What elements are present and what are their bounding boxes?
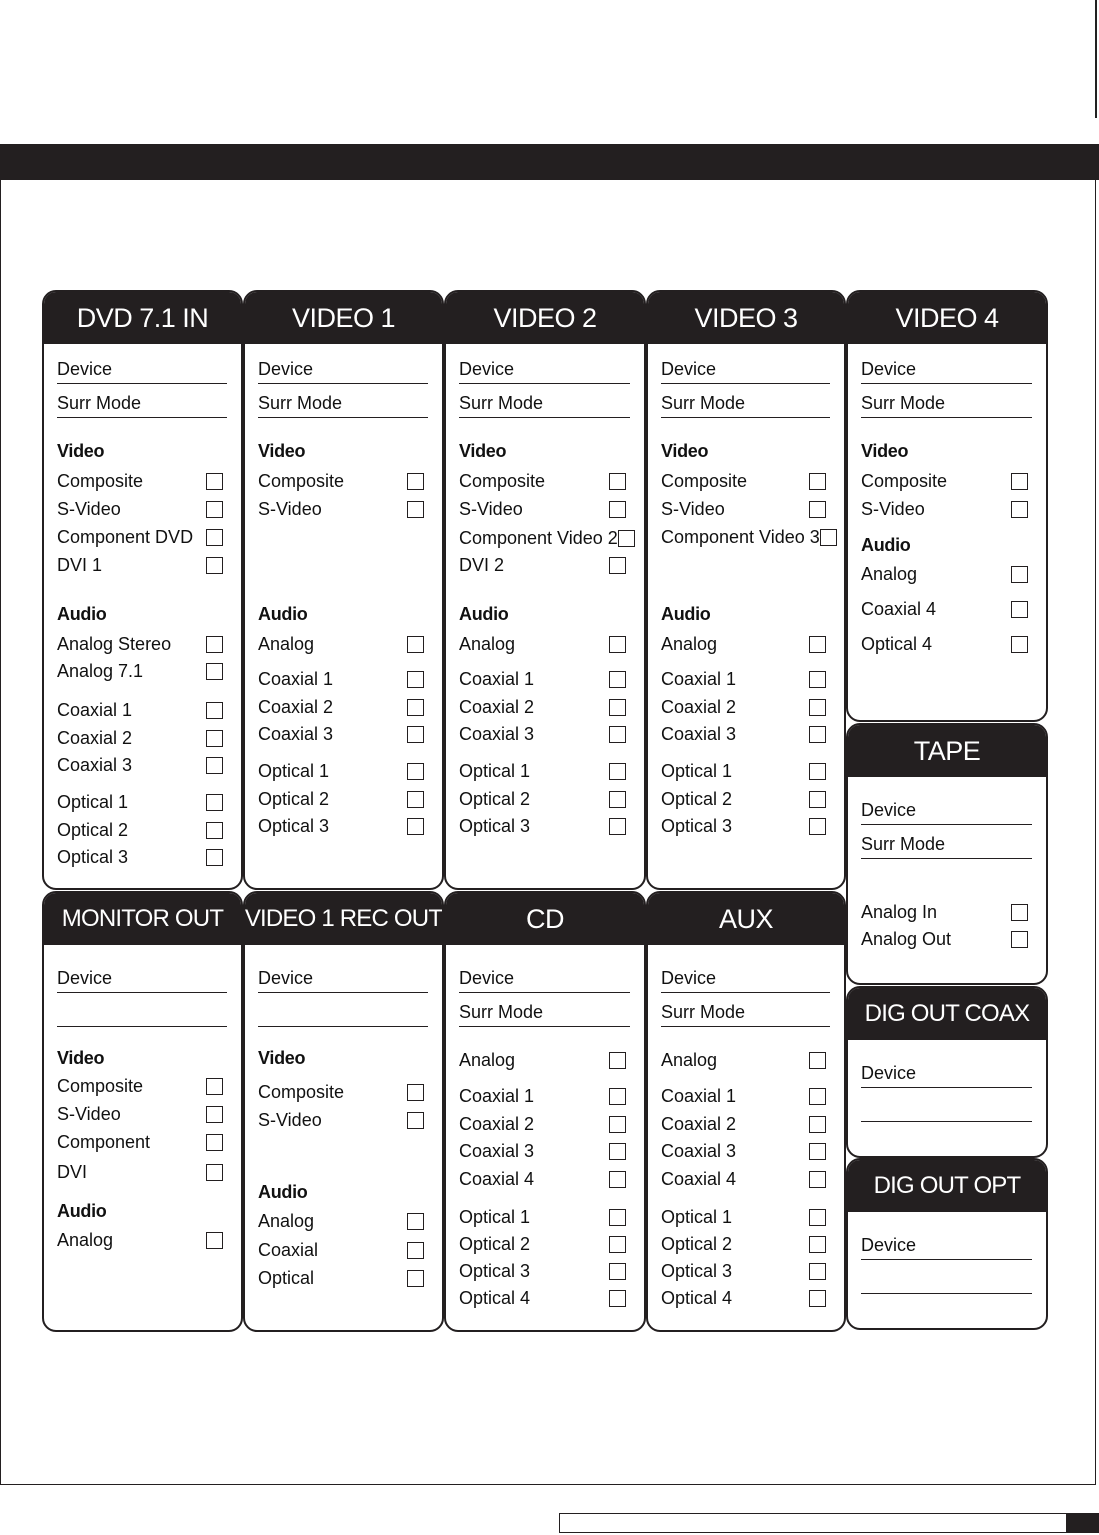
input-row [57, 633, 223, 655]
input-label: Coaxial [258, 1239, 319, 1260]
input-row [661, 788, 826, 810]
checkbox[interactable] [206, 1106, 223, 1123]
input-row [661, 1085, 826, 1107]
input-label: Coaxial 2 [459, 696, 535, 717]
input-row [861, 598, 1028, 620]
video-heading: Video [57, 1048, 105, 1068]
checkbox[interactable] [809, 763, 826, 780]
checkbox[interactable] [820, 529, 837, 546]
surr-mode-field[interactable]: Surr Mode [57, 392, 227, 418]
checkbox[interactable] [407, 726, 424, 743]
checkbox[interactable] [809, 818, 826, 835]
input-row [258, 723, 424, 745]
input-label: Optical 4 [661, 1287, 733, 1308]
checkbox[interactable] [809, 1236, 826, 1253]
checkbox[interactable] [609, 1143, 626, 1160]
checkbox[interactable] [809, 1052, 826, 1069]
checkbox[interactable] [609, 473, 626, 490]
card-title: TAPE [848, 725, 1046, 777]
input-label: Optical 2 [57, 819, 129, 840]
input-label: Optical 1 [258, 760, 330, 781]
input-label: Optical 1 [661, 1206, 733, 1227]
blank-field[interactable] [861, 1268, 1032, 1294]
device-field[interactable]: Device [258, 967, 428, 993]
input-row [258, 1081, 424, 1103]
checkbox[interactable] [609, 501, 626, 518]
input-label: Coaxial 3 [661, 1140, 737, 1161]
input-label: DVI 1 [57, 554, 103, 575]
checkbox[interactable] [609, 1088, 626, 1105]
input-label: Analog In [861, 901, 938, 922]
device-field[interactable]: Device [57, 358, 227, 384]
input-row [661, 526, 826, 548]
input-label: S-Video [258, 1109, 322, 1130]
checkbox[interactable] [407, 763, 424, 780]
card-title: VIDEO 2 [446, 292, 644, 344]
input-row [57, 791, 223, 813]
card-title: VIDEO 1 [245, 292, 442, 344]
input-label: Optical 3 [57, 846, 129, 867]
surr-mode-field[interactable]: Surr Mode [661, 392, 830, 418]
card-tape [846, 723, 1048, 985]
audio-heading: Audio [459, 604, 509, 624]
checkbox[interactable] [809, 636, 826, 653]
checkbox[interactable] [809, 1143, 826, 1160]
input-label: Optical [258, 1267, 315, 1288]
checkbox[interactable] [809, 791, 826, 808]
input-label: Analog [57, 1229, 114, 1250]
checkbox[interactable] [206, 1164, 223, 1181]
input-row [661, 723, 826, 745]
input-label: Analog [661, 1049, 718, 1070]
checkbox[interactable] [809, 1088, 826, 1105]
input-row [661, 470, 826, 492]
input-label: Coaxial 2 [661, 1113, 737, 1134]
input-row [57, 1229, 223, 1251]
input-label: Component Video 3 [661, 526, 820, 547]
input-row [459, 527, 626, 549]
input-label: S-Video [57, 498, 121, 519]
input-row [661, 1168, 826, 1190]
checkbox[interactable] [609, 1052, 626, 1069]
input-row [258, 815, 424, 837]
input-row [861, 470, 1028, 492]
input-row [57, 699, 223, 721]
checkbox[interactable] [609, 791, 626, 808]
checkbox[interactable] [609, 1290, 626, 1307]
input-label: Optical 2 [258, 788, 330, 809]
input-row [57, 727, 223, 749]
card-title: VIDEO 1 REC OUT [245, 893, 442, 945]
checkbox[interactable] [609, 671, 626, 688]
checkbox[interactable] [206, 757, 223, 774]
input-row [258, 633, 424, 655]
input-row [459, 554, 626, 576]
input-label: Composite [661, 470, 748, 491]
checkbox[interactable] [609, 1209, 626, 1226]
audio-heading: Audio [57, 1201, 107, 1221]
checkbox[interactable] [1011, 501, 1028, 518]
input-row [258, 760, 424, 782]
input-label: Coaxial 3 [661, 723, 737, 744]
input-row [57, 819, 223, 841]
checkbox[interactable] [206, 529, 223, 546]
device-field[interactable]: Device [57, 967, 227, 993]
checkbox[interactable] [206, 1134, 223, 1151]
input-label: Analog [459, 633, 516, 654]
input-row [57, 1075, 223, 1097]
input-row [661, 1113, 826, 1135]
input-label: Coaxial 1 [661, 668, 737, 689]
input-label: Optical 2 [661, 788, 733, 809]
input-label: Coaxial 1 [459, 1085, 535, 1106]
surr-mode-field[interactable]: Surr Mode [258, 392, 428, 418]
checkbox[interactable] [206, 663, 223, 680]
input-row [258, 788, 424, 810]
checkbox[interactable] [809, 1209, 826, 1226]
surr-mode-field[interactable]: Surr Mode [459, 1001, 630, 1027]
checkbox[interactable] [206, 794, 223, 811]
card-video-4 [846, 290, 1048, 722]
checkbox[interactable] [206, 1232, 223, 1249]
input-row [661, 1206, 826, 1228]
input-row [258, 1267, 424, 1289]
input-label: Optical 3 [661, 1260, 733, 1281]
input-label: Optical 4 [459, 1287, 531, 1308]
card-title: AUX [648, 893, 844, 945]
input-label: DVI 2 [459, 554, 505, 575]
checkbox[interactable] [206, 730, 223, 747]
video-heading: Video [258, 441, 306, 461]
device-field[interactable]: Device [258, 358, 428, 384]
card-title: DVD 7.1 IN [44, 292, 241, 344]
blank-field[interactable] [258, 1001, 428, 1027]
input-row [861, 928, 1028, 950]
input-row [57, 526, 223, 548]
input-row [258, 696, 424, 718]
input-row [258, 1109, 424, 1131]
input-row [661, 633, 826, 655]
surr-mode-field[interactable]: Surr Mode [459, 392, 630, 418]
audio-heading: Audio [258, 604, 308, 624]
checkbox[interactable] [407, 818, 424, 835]
input-row [661, 760, 826, 782]
card-dig-out-coax [846, 986, 1048, 1158]
card-aux [646, 891, 846, 1332]
audio-heading: Audio [57, 604, 107, 624]
checkbox[interactable] [809, 1263, 826, 1280]
checkbox[interactable] [407, 1213, 424, 1230]
checkbox[interactable] [407, 636, 424, 653]
input-row [459, 470, 626, 492]
device-field[interactable]: Device [861, 1062, 1032, 1088]
card-cd [444, 891, 646, 1332]
input-label: Composite [258, 1081, 345, 1102]
input-row [258, 1210, 424, 1232]
checkbox[interactable] [206, 636, 223, 653]
checkbox[interactable] [407, 671, 424, 688]
input-row [661, 815, 826, 837]
checkbox[interactable] [206, 557, 223, 574]
checkbox[interactable] [407, 791, 424, 808]
input-label: Component Video 2 [459, 527, 618, 548]
input-row [661, 1140, 826, 1162]
input-label: Coaxial 4 [661, 1168, 737, 1189]
card-title: MONITOR OUT [44, 893, 241, 945]
card-video-1 [243, 290, 444, 890]
input-label: Analog [258, 1210, 315, 1231]
input-label: Optical 1 [57, 791, 129, 812]
top-bar [0, 144, 1099, 180]
input-label: S-Video [861, 498, 925, 519]
blank-field[interactable] [861, 1096, 1032, 1122]
input-label: Optical 4 [861, 633, 933, 654]
checkbox[interactable] [206, 822, 223, 839]
input-label: Optical 1 [459, 1206, 531, 1227]
input-row [459, 815, 626, 837]
input-row [57, 660, 223, 682]
device-field[interactable]: Device [661, 358, 830, 384]
checkbox[interactable] [609, 636, 626, 653]
input-row [459, 723, 626, 745]
input-row [258, 1239, 424, 1261]
checkbox[interactable] [609, 1171, 626, 1188]
device-field[interactable]: Device [661, 967, 830, 993]
checkbox[interactable] [1011, 931, 1028, 948]
input-label: Analog 7.1 [57, 660, 144, 681]
input-label: S-Video [57, 1103, 121, 1124]
input-label: Component [57, 1131, 151, 1152]
checkbox[interactable] [407, 1242, 424, 1259]
input-row [459, 1260, 626, 1282]
input-label: Composite [459, 470, 546, 491]
checkbox[interactable] [809, 501, 826, 518]
blank-field[interactable] [57, 1001, 227, 1027]
input-label: Composite [57, 1075, 144, 1096]
input-label: Composite [258, 470, 345, 491]
checkbox[interactable] [609, 557, 626, 574]
input-row [57, 846, 223, 868]
input-row [861, 901, 1028, 923]
checkbox[interactable] [206, 702, 223, 719]
input-label: Analog [861, 563, 918, 584]
input-row [661, 696, 826, 718]
input-label: Optical 2 [661, 1233, 733, 1254]
surr-mode-field[interactable]: Surr Mode [861, 392, 1032, 418]
page-edge-line [1095, 0, 1097, 118]
video-heading: Video [661, 441, 709, 461]
input-row [459, 668, 626, 690]
input-label: Coaxial 2 [459, 1113, 535, 1134]
checkbox[interactable] [609, 763, 626, 780]
input-row [661, 668, 826, 690]
input-row [459, 1287, 626, 1309]
card-video-2 [444, 290, 646, 890]
input-row [459, 1113, 626, 1135]
input-label: Coaxial 3 [459, 723, 535, 744]
input-row [459, 498, 626, 520]
checkbox[interactable] [407, 1084, 424, 1101]
input-label: Coaxial 1 [661, 1085, 737, 1106]
video-heading: Video [57, 441, 105, 461]
input-label: Composite [57, 470, 144, 491]
input-label: Analog [258, 633, 315, 654]
card-title: CD [446, 893, 644, 945]
checkbox[interactable] [809, 671, 826, 688]
card-dvd-71-in [42, 290, 243, 890]
card-monitor-out [42, 891, 243, 1332]
card-video-3 [646, 290, 846, 890]
checkbox[interactable] [1011, 566, 1028, 583]
device-field[interactable]: Device [459, 358, 630, 384]
checkbox[interactable] [407, 473, 424, 490]
input-label: Component DVD [57, 526, 194, 547]
checkbox[interactable] [809, 699, 826, 716]
input-label: Coaxial 1 [258, 668, 334, 689]
checkbox[interactable] [206, 473, 223, 490]
input-label: Analog Stereo [57, 633, 172, 654]
checkbox[interactable] [1011, 473, 1028, 490]
input-label: S-Video [459, 498, 523, 519]
video-heading: Video [258, 1048, 306, 1068]
input-label: Coaxial 2 [258, 696, 334, 717]
input-row [661, 1233, 826, 1255]
input-row [459, 788, 626, 810]
input-row [258, 668, 424, 690]
card-title: DIG OUT OPT [848, 1160, 1046, 1212]
input-row [661, 1260, 826, 1282]
input-label: Coaxial 4 [459, 1168, 535, 1189]
input-label: Coaxial 2 [57, 727, 133, 748]
input-label: Optical 3 [459, 815, 531, 836]
input-row [861, 563, 1028, 585]
input-row [57, 754, 223, 776]
checkbox[interactable] [1011, 904, 1028, 921]
checkbox[interactable] [206, 1078, 223, 1095]
checkbox[interactable] [809, 1290, 826, 1307]
input-label: Optical 3 [459, 1260, 531, 1281]
input-row [459, 1049, 626, 1071]
card-title: DIG OUT COAX [848, 988, 1046, 1040]
input-label: Composite [861, 470, 948, 491]
input-row [459, 1206, 626, 1228]
input-label: Coaxial 1 [57, 699, 133, 720]
input-label: Analog [459, 1049, 516, 1070]
input-row [57, 1131, 223, 1153]
input-row [661, 1287, 826, 1309]
input-row [258, 498, 424, 520]
device-field[interactable]: Device [861, 799, 1032, 825]
footer-block [1067, 1513, 1099, 1533]
card-dig-out-opt [846, 1158, 1048, 1330]
input-row [661, 1049, 826, 1071]
checkbox[interactable] [206, 501, 223, 518]
audio-heading: Audio [861, 535, 911, 555]
input-label: Analog [661, 633, 718, 654]
checkbox[interactable] [609, 1116, 626, 1133]
input-row [57, 1103, 223, 1125]
input-row [459, 760, 626, 782]
checkbox[interactable] [618, 530, 635, 547]
footer-box [559, 1513, 1067, 1533]
audio-heading: Audio [661, 604, 711, 624]
checkbox[interactable] [407, 501, 424, 518]
input-label: Optical 3 [661, 815, 733, 836]
input-row [57, 498, 223, 520]
input-label: Optical 2 [459, 788, 531, 809]
checkbox[interactable] [809, 1171, 826, 1188]
surr-mode-field[interactable]: Surr Mode [661, 1001, 830, 1027]
input-row [861, 633, 1028, 655]
input-row [57, 554, 223, 576]
checkbox[interactable] [809, 1116, 826, 1133]
input-row [459, 1168, 626, 1190]
video-heading: Video [459, 441, 507, 461]
input-row [258, 470, 424, 492]
input-label: Coaxial 3 [57, 754, 133, 775]
surr-mode-field[interactable]: Surr Mode [861, 833, 1032, 859]
input-label: Optical 2 [459, 1233, 531, 1254]
input-label: S-Video [258, 498, 322, 519]
input-row [861, 498, 1028, 520]
video-heading: Video [861, 441, 909, 461]
input-label: Analog Out [861, 928, 952, 949]
checkbox[interactable] [609, 726, 626, 743]
device-field[interactable]: Device [459, 967, 630, 993]
checkbox[interactable] [407, 1112, 424, 1129]
input-label: S-Video [661, 498, 725, 519]
audio-heading: Audio [258, 1182, 308, 1202]
card-title: VIDEO 3 [648, 292, 844, 344]
card-video-1-rec-out [243, 891, 444, 1332]
input-row [459, 1233, 626, 1255]
input-label: Optical 1 [661, 760, 733, 781]
input-label: Coaxial 4 [861, 598, 937, 619]
input-row [459, 1140, 626, 1162]
checkbox[interactable] [1011, 636, 1028, 653]
card-title: VIDEO 4 [848, 292, 1046, 344]
checkbox[interactable] [809, 726, 826, 743]
input-label: Optical 1 [459, 760, 531, 781]
device-field[interactable]: Device [861, 1234, 1032, 1260]
input-row [459, 633, 626, 655]
input-row [57, 470, 223, 492]
checkbox[interactable] [609, 818, 626, 835]
input-label: Coaxial 3 [459, 1140, 535, 1161]
checkbox[interactable] [609, 1236, 626, 1253]
input-label: Coaxial 3 [258, 723, 334, 744]
input-row [661, 498, 826, 520]
input-row [459, 696, 626, 718]
checkbox[interactable] [206, 849, 223, 866]
checkbox[interactable] [609, 1263, 626, 1280]
checkbox[interactable] [609, 699, 626, 716]
input-row [57, 1161, 223, 1183]
checkbox[interactable] [407, 1270, 424, 1287]
checkbox[interactable] [407, 699, 424, 716]
input-row [459, 1085, 626, 1107]
input-label: DVI [57, 1161, 88, 1182]
checkbox[interactable] [809, 473, 826, 490]
input-label: Coaxial 1 [459, 668, 535, 689]
checkbox[interactable] [1011, 601, 1028, 618]
device-field[interactable]: Device [861, 358, 1032, 384]
input-label: Coaxial 2 [661, 696, 737, 717]
input-label: Optical 3 [258, 815, 330, 836]
